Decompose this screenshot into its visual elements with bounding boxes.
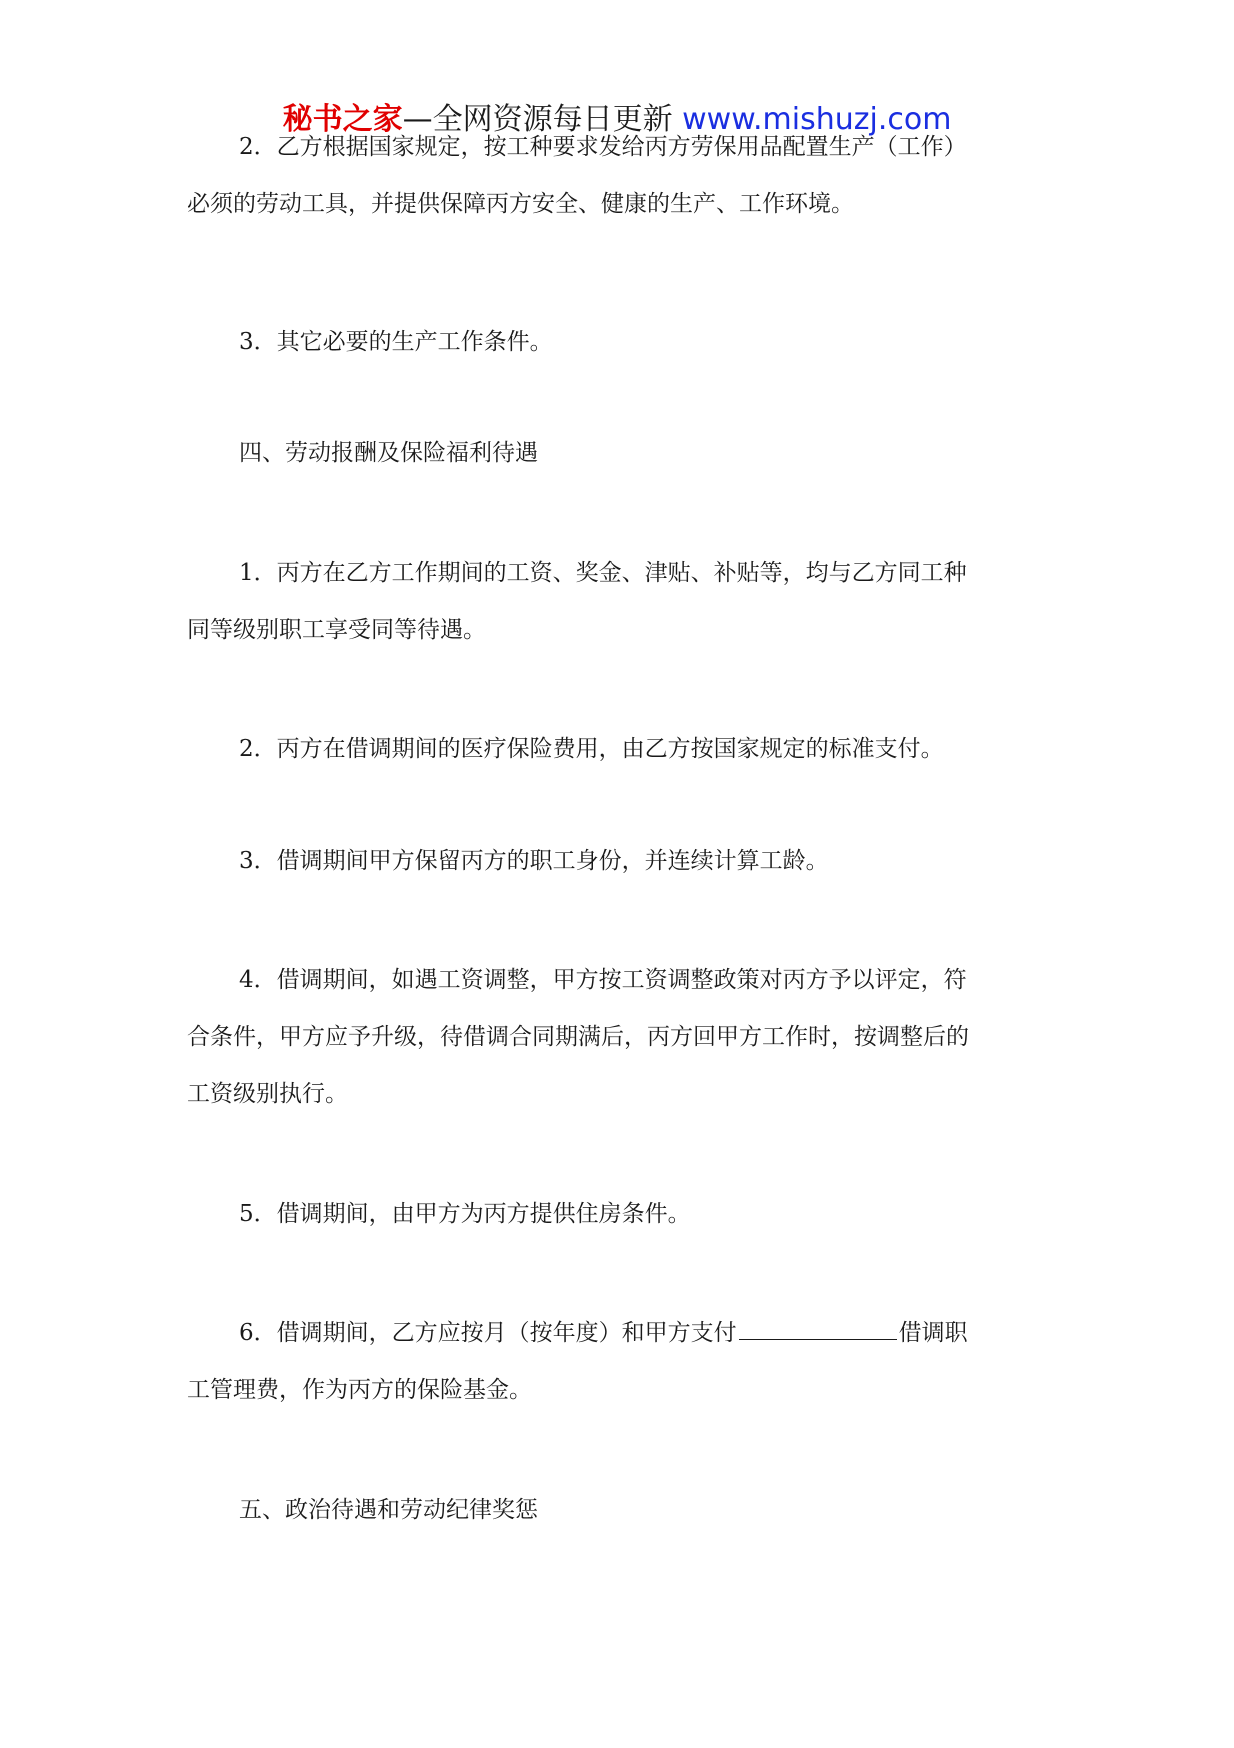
paragraph-text: 借调职 (898, 1320, 968, 1346)
paragraph-line: 2．丙方在借调期间的医疗保险费用，由乙方按国家规定的标准支付。 (239, 736, 944, 762)
paragraph-line: 合条件，甲方应予升级，待借调合同期满后，丙方回甲方工作时，按调整后的 (187, 1024, 969, 1050)
paragraph-line: 工管理费，作为丙方的保险基金。 (187, 1377, 532, 1403)
paragraph-line: 必须的劳动工具，并提供保障丙方安全、健康的生产、工作环境。 (187, 191, 854, 217)
paragraph-7 (187, 1186, 1047, 1243)
header-slogan: —全网资源每日更新 (402, 102, 673, 137)
paragraph-line: 工资级别执行。 (187, 1081, 348, 1107)
paragraph-8 (187, 1305, 1047, 1419)
paragraph-4 (187, 721, 1047, 778)
paragraph-line: 5．借调期间，由甲方为丙方提供住房条件。 (239, 1201, 691, 1227)
paragraph-5 (187, 833, 1047, 890)
paragraph-3 (187, 545, 1047, 659)
paragraph-line: 1．丙方在乙方工作期间的工资、奖金、津贴、补贴等，均与乙方同工种 (239, 560, 967, 586)
paragraph-6 (187, 952, 1047, 1123)
paragraph-text: 6．借调期间，乙方应按月（按年度）和甲方支付 (239, 1320, 737, 1346)
paragraph-line: 3．其它必要的生产工作条件。 (239, 329, 553, 355)
section-heading: 四、劳动报酬及保险福利待遇 (239, 440, 538, 466)
paragraph-line: 同等级别职工享受同等待遇。 (187, 617, 486, 643)
paragraph-line: 3．借调期间甲方保留丙方的职工身份，并连续计算工龄。 (239, 848, 829, 874)
paragraph-line: 2．乙方根据国家规定，按工种要求发给丙方劳保用品配置生产（工作） (239, 134, 967, 160)
brand-name: 秘书之家 (282, 102, 403, 137)
fill-in-blank[interactable] (739, 1315, 897, 1340)
section-heading: 五、政治待遇和劳动纪律奖惩 (239, 1497, 538, 1523)
paragraph-2 (187, 314, 1047, 371)
section-heading-4 (187, 425, 1047, 482)
header-url[interactable]: www.mishuzj.com (682, 102, 952, 137)
paragraph-1 (187, 119, 1047, 233)
paragraph-line (187, 1305, 1047, 1362)
section-heading-5 (187, 1482, 1047, 1539)
paragraph-line: 4．借调期间，如遇工资调整，甲方按工资调整政策对丙方予以评定，符 (239, 967, 967, 993)
